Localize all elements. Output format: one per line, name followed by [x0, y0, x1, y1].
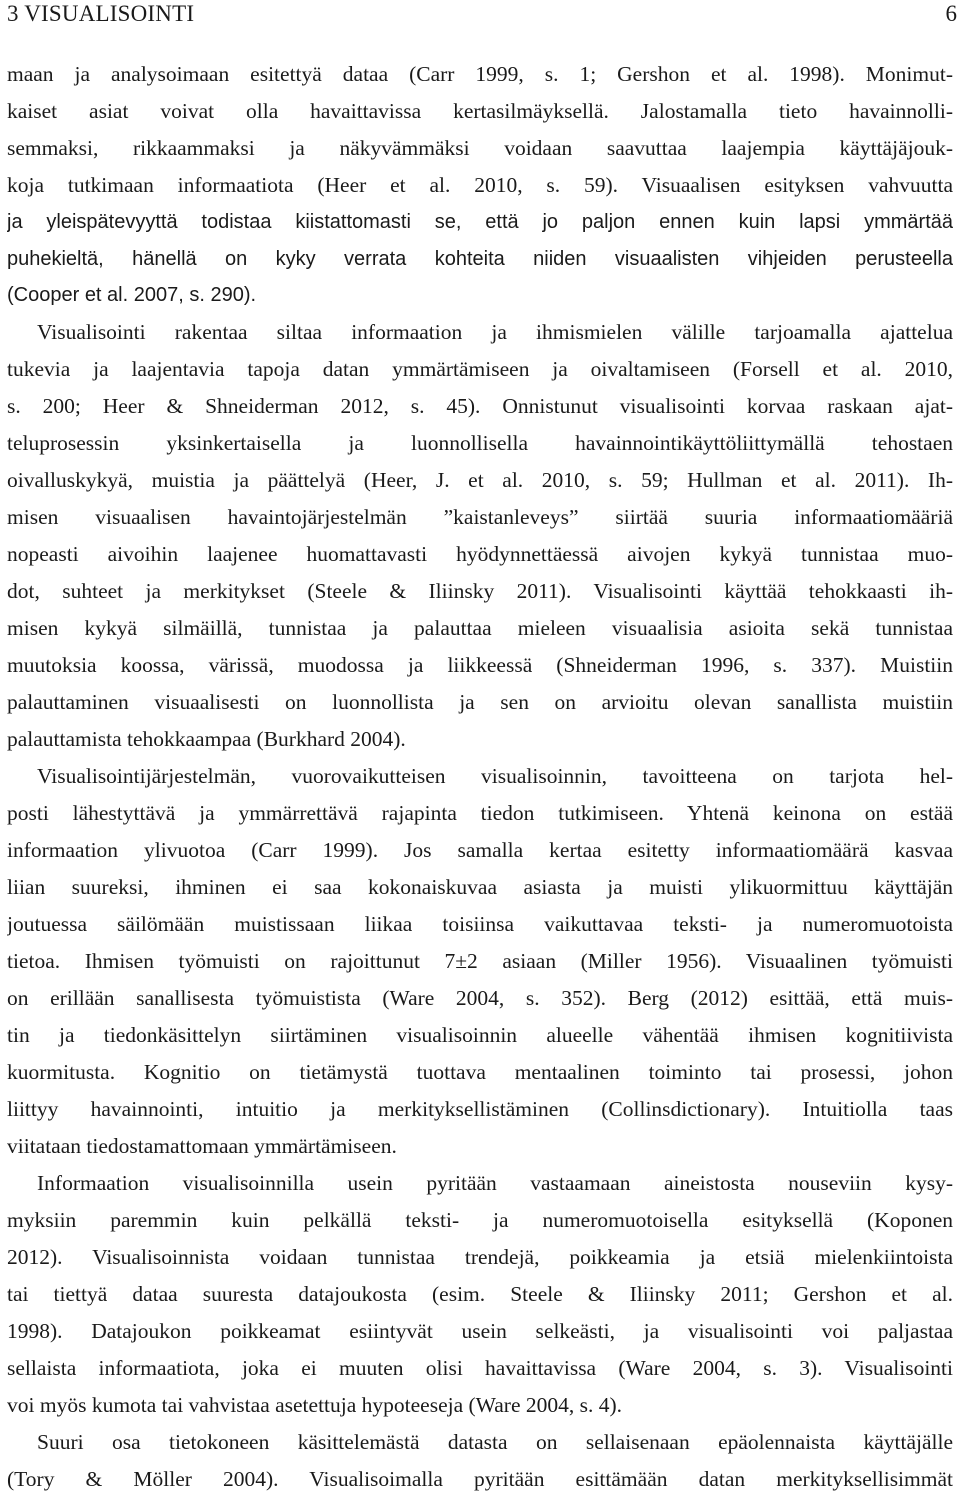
text-line: Visualisointi rakentaa siltaa informaation ja ihmismielen välille tarjoamalla ajattelua	[37, 320, 953, 344]
text-line: 1998). Datajoukon poikkeamat esiintyvät usein selkeästi, ja visualisointi voi paljastaa	[7, 1319, 953, 1343]
text-line: puhekieltä, hänellä on kyky verrata kohteita niiden visuaalisten vihjeiden perusteella	[7, 248, 953, 270]
text-line: tietoa. Ihmisen työmuisti on rajoittunut 7±2 asiaan (Miller 1956). Visuaalinen työmuisti	[7, 949, 953, 973]
text-line: misen kykyä silmäillä, tunnistaa ja palauttaa mieleen visuaalisia asioita sekä tunnistaa	[7, 616, 953, 640]
text-line: oivalluskykyä, muistia ja päättelyä (Heer, J. et al. 2010, s. 59; Hullman et al. 2011). Ih-	[7, 468, 953, 492]
text-line: ja yleispätevyyttä todistaa kiistattomasti se, että jo paljon ennen kuin lapsi ymmärtää	[7, 211, 953, 233]
chapter-title: 3 VISUALISOINTI	[7, 1, 195, 26]
text-line: kuormitusta. Kognitio on tietämystä tuottava mentaalinen toiminto tai prosessi, johon	[7, 1060, 953, 1084]
text-line: 2012). Visualisoinnista voidaan tunnistaa trendejä, poikkeamia ja etsiä mielenkiintoista	[7, 1245, 953, 1269]
text-line: s. 200; Heer & Shneiderman 2012, s. 45). Onnistunut visualisointi korvaa raskaan ajat-	[7, 394, 953, 418]
text-line: nopeasti aivoihin laajenee huomattavasti hyödynnettäessä aivojen kykyä tunnistaa muo-	[7, 542, 953, 566]
text-line: muutoksia koossa, värissä, muodossa ja liikkeessä (Shneiderman 1996, s. 337). Muistiin	[7, 653, 953, 677]
text-line: tai tiettyä dataa suuresta datajoukosta (esim. Steele & Iliinsky 2011; Gershon et al.	[7, 1282, 953, 1306]
page-number: 6	[945, 1, 957, 26]
text-line: sellaista informaatiota, joka ei muuten olisi havaittavissa (Ware 2004, s. 3). Visualisointi	[7, 1356, 953, 1380]
text-line: myksiin paremmin kuin pelkällä teksti- ja numeromuotoisella esityksellä (Koponen	[7, 1208, 953, 1232]
text-line: palauttamista tehokkaampaa (Burkhard 2004).	[7, 727, 406, 751]
text-line: palauttaminen visuaalisesti on luonnollista ja sen on arvioitu olevan sanallista muistiin	[7, 690, 953, 714]
text-line: misen visuaalisen havaintojärjestelmän ”kaistanleveys” siirtää suuria informaatiomääriä	[7, 505, 953, 529]
text-line: (Cooper et al. 2007, s. 290).	[7, 284, 257, 306]
text-line: kaiset asiat voivat olla havaittavissa kertasilmäyksellä. Jalostamalla tieto havainnolli-	[7, 99, 953, 123]
text-line: posti lähestyttävä ja ymmärrettävä rajapinta tiedon tutkimiseen. Yhtenä keinona on estää	[7, 801, 953, 825]
text-line: viitataan tiedostamattomaan ymmärtämiseen.	[7, 1134, 397, 1158]
text-line: voi myös kumota tai vahvistaa asetettuja hypoteeseja (Ware 2004, s. 4).	[7, 1393, 623, 1417]
text-line: semmaksi, rikkaammaksi ja näkyvämmäksi voidaan saavuttaa laajempia käyttäjäjouk-	[7, 136, 953, 160]
text-line: Informaation visualisoinnilla usein pyritään vastaamaan aineistosta nouseviin kysy-	[37, 1171, 953, 1195]
text-line: dot, suhteet ja merkitykset (Steele & Iliinsky 2011). Visualisointi käyttää tehokkaasti ih-	[7, 579, 953, 603]
text-line: (Tory & Möller 2004). Visualisoimalla pyritään esittämään datan merkityksellisimmät	[7, 1467, 953, 1491]
text-line: maan ja analysoimaan esitettyä dataa (Carr 1999, s. 1; Gershon et al. 1998). Monimut-	[7, 62, 953, 86]
text-line: tin ja tiedonkäsittelyn siirtäminen visualisoinnin alueelle vähentää ihmisen kognitiivista	[7, 1023, 953, 1047]
text-line: joutuessa säilömään muistissaan liikaa toisiinsa vaikuttavaa teksti- ja numeromuotoista	[7, 912, 953, 936]
text-line: koja tutkimaan informaatiota (Heer et al. 2010, s. 59). Visuaalisen esityksen vahvuutta	[7, 173, 953, 197]
text-line: Suuri osa tietokoneen käsittelemästä datasta on sellaisenaan epäolennaista käyttäjälle	[37, 1430, 953, 1454]
text-line: liittyy havainnointi, intuitio ja merkityksellistäminen (Collinsdictionary). Intuitiolla taas	[7, 1097, 953, 1121]
text-line: teluprosessin yksinkertaisella ja luonnollisella havainnointikäyttöliittymällä tehostaen	[7, 431, 953, 455]
text-line: informaation ylivuotoa (Carr 1999). Jos samalla kertaa esitetty informaatiomäärä kasvaa	[7, 838, 953, 862]
text-line: liian suureksi, ihminen ei saa kokonaiskuvaa asiasta ja muisti ylikuormittuu käyttäjän	[7, 875, 953, 899]
text-line: Visualisointijärjestelmän, vuorovaikutteisen visualisoinnin, tavoitteena on tarjota hel-	[37, 764, 953, 788]
text-line: tukevia ja laajentavia tapoja datan ymmärtämiseen ja oivaltamiseen (Forsell et al. 2010,	[7, 357, 953, 381]
text-line: on erillään sanallisesta työmuistista (Ware 2004, s. 352). Berg (2012) esittää, että muis-	[7, 986, 953, 1010]
